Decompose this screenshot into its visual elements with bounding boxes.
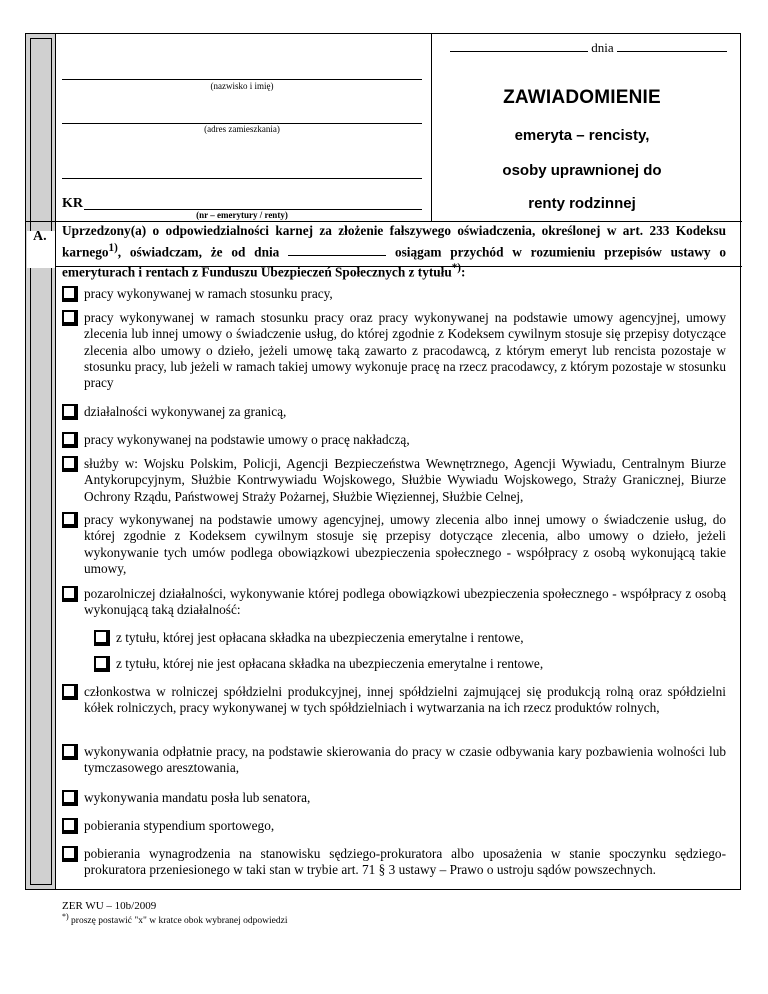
checkbox[interactable] <box>62 586 76 600</box>
checkbox[interactable] <box>62 512 76 526</box>
option-label: pobierania wynagrodzenia na stanowisku sędziego-prokuratora albo uposażenia w stanie spoczynku sędziego-prokuratora przeniesionego w taki stan w trybie art. 71 § 3 ustawy – Prawo o ustroju sądów powszechnych. <box>84 846 726 878</box>
intro-text-3: osiągam przychód w rozumieniu przepisów ustawy o emeryturach i rentach z Funduszu Ubezpieczeń Społecznych z tytułu <box>62 243 727 280</box>
declaration-intro <box>62 223 726 281</box>
checkbox[interactable] <box>62 286 76 300</box>
option-label: pracy wykonywanej na podstawie umowy o pracę nakładczą, <box>84 432 410 447</box>
option-judge-salary <box>62 846 726 879</box>
option-cooperative <box>62 684 726 717</box>
intro-text-1: Uprzedzony(a) o odpowiedzialności karnej za złożenie fałszywego oświadczenia, określonej w art. 233 Kodeksu karnego <box>62 223 726 259</box>
address-field-line-2[interactable] <box>62 178 422 179</box>
name-caption: (nazwisko i imię) <box>210 81 274 91</box>
intro-text-2: , oświadczam, że od dnia <box>117 243 280 259</box>
suboption-contribution-paid <box>94 630 726 646</box>
option-label: pracy wykonywanej w ramach stosunku pracy, <box>84 286 333 301</box>
intro-end: : <box>461 264 466 280</box>
title-column-divider <box>431 33 432 221</box>
footnote-marker: *) <box>62 912 69 921</box>
checkbox[interactable] <box>62 310 76 324</box>
form-title: ZAWIADOMIENIE <box>503 87 661 108</box>
form-code: ZER WU – 10b/2009 <box>62 900 157 912</box>
checkbox[interactable] <box>94 656 108 670</box>
name-field[interactable] <box>62 79 422 80</box>
checkbox[interactable] <box>62 404 76 418</box>
checkbox[interactable] <box>62 846 76 860</box>
date-label: dnia <box>591 40 614 55</box>
option-service <box>62 456 726 505</box>
checkbox[interactable] <box>62 744 76 758</box>
section-letter: A. <box>33 229 47 244</box>
suboption-contribution-not-paid <box>94 656 726 672</box>
option-label: wykonywania odpłatnie pracy, na podstawie skierowania do pracy w czasie odbywania kary pozbawienia wolności lub tymczasowego aresztowania, <box>84 744 726 776</box>
option-civil-contracts <box>62 512 726 577</box>
option-label: członkostwa w rolniczej spółdzielni produkcyjnej, innej spółdzielni zajmującej się produkcją rolną oraz spółdzielni kółek rolniczych, pracy wykonywanej w tych spółdzielniach i wytwarzania na ich rzecz produktów rolnych, <box>84 684 726 716</box>
option-label: pobierania stypendium sportowego, <box>84 818 275 833</box>
option-sports-scholarship <box>62 818 726 834</box>
date-field[interactable] <box>450 40 727 56</box>
form-subtitle-1: emeryta – rencisty, <box>514 127 650 144</box>
form-subtitle-2: osoby uprawnionej do <box>502 162 662 179</box>
left-margin-bar <box>26 34 56 889</box>
option-business <box>62 586 726 619</box>
option-employment <box>62 286 726 302</box>
option-employment-and-contracts <box>62 310 726 391</box>
option-label: pozarolniczej działalności, wykonywanie której podlega obowiązkowi ubezpieczenia społecznego - współpracy z osobą wykonującą taką działalność: <box>84 586 726 618</box>
checkbox[interactable] <box>62 456 76 470</box>
kr-label: KR <box>62 196 83 211</box>
checkbox[interactable] <box>94 630 108 644</box>
header-divider <box>25 221 742 222</box>
form-subtitle-3: renty rodzinnej <box>528 195 636 212</box>
pension-caption: (nr – emerytury / renty) <box>196 210 288 220</box>
checkbox[interactable] <box>62 818 76 832</box>
option-prison-work <box>62 744 726 777</box>
option-label: służby w: Wojsku Polskim, Policji, Agencji Bezpieczeństwa Wewnętrznego, Agencji Wywiadu, Centralnym Biurze Antykorupcyjnym, Służbie Kontrwywiadu Wojskowego, Służbie Wywiadu Wojskowego, Straży Granicznej, Biurze Ochrony Rządu, Państwowej Straży Pożarnej, Służbie Więziennej, Służbie Celnej, <box>84 456 726 504</box>
checkbox[interactable] <box>62 432 76 446</box>
address-caption: (adres zamieszkania) <box>204 124 280 134</box>
option-abroad <box>62 404 726 420</box>
option-label: wykonywania mandatu posła lub senatora, <box>84 790 311 805</box>
option-label: z tytułu, której jest opłacana składka na ubezpieczenia emerytalne i rentowe, <box>116 630 524 645</box>
margin-inner-border <box>30 38 52 885</box>
checkbox[interactable] <box>62 684 76 698</box>
checkbox[interactable] <box>62 790 76 804</box>
date-blank[interactable] <box>617 41 727 52</box>
option-label: pracy wykonywanej w ramach stosunku pracy oraz pracy wykonywanej na podstawie umowy agencyjnej, umowy zlecenia lub innej umowy o świadczenie usług, do której zgodnie z Kodeksem cywilnym stosuje się przepisy dotyczące zlecenia albo umowy o dzieło, jeżeli umowę taką zawarto z pracodawcą, z którym emeryt lub rencista pozostaje w stosunku pracy, lub jeżeli w ramach takiej umowy wykonuje pracę na rzecz pracodawcy, z którym pozostaje w stosunku pracy <box>84 310 726 391</box>
start-date-blank[interactable] <box>288 245 386 256</box>
footnote-text: proszę postawić "x" w kratce obok wybranej odpowiedzi <box>68 916 288 927</box>
footnote <box>62 912 287 926</box>
place-blank[interactable] <box>450 41 588 52</box>
option-label: pracy wykonywanej na podstawie umowy agencyjnej, umowy zlecenia albo innej umowy o świadczenie usług, do której zgodnie z Kodeksem cywilnym stosuje się przepisy dotyczące zlecenia, albo umowy o dzieło, jeżeli wykonywanie tych umów podlega obowiązkowi ubezpieczenia społecznego - współpracy z osobą wykonującą takie umowy, <box>84 512 726 576</box>
option-label: z tytułu, której nie jest opłacana składka na ubezpieczenia emerytalne i rentowe, <box>116 656 544 671</box>
footnote-ref-2: *) <box>451 262 461 275</box>
option-label: działalności wykonywanej za granicą, <box>84 404 287 419</box>
footnote-ref-1: 1) <box>108 241 118 254</box>
option-outwork <box>62 432 726 448</box>
option-mandate <box>62 790 726 806</box>
